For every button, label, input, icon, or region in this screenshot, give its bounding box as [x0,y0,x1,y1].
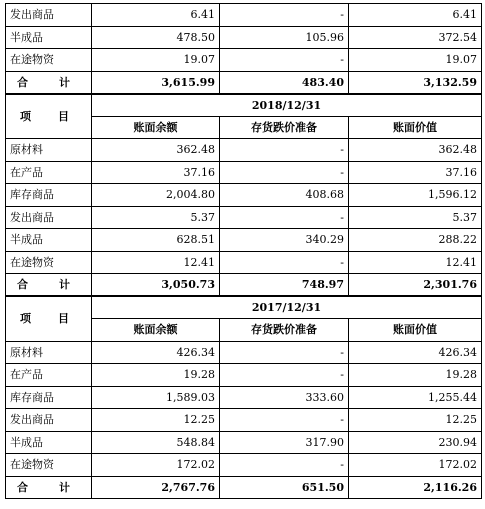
table-row [6,454,482,477]
table-row [6,431,482,454]
row-provision: - [220,364,349,387]
table-row [6,184,482,207]
row-provision: - [220,161,349,184]
row-balance: 172.02 [92,454,220,477]
col-value-header: 账面价值 [349,319,482,342]
row-provision: 333.60 [220,386,349,409]
row-balance: 426.34 [92,341,220,364]
col-balance-header: 账面余额 [92,319,220,342]
row-name: 在途物资 [6,49,92,72]
row-value: 1,596.12 [349,184,482,207]
row-value: 19.07 [349,49,482,72]
row-value: 172.02 [349,454,482,477]
row-balance: 19.07 [92,49,220,72]
row-value: 426.34 [349,341,482,364]
row-value: 1,255.44 [349,386,482,409]
row-value: 230.94 [349,431,482,454]
row-balance: 1,589.03 [92,386,220,409]
row-balance: 548.84 [92,431,220,454]
total-provision: 748.97 [220,274,349,297]
total-value: 2,301.76 [349,274,482,297]
row-name: 发出商品 [6,4,92,27]
date-header: 2017/12/31 [92,296,482,319]
row-name: 库存商品 [6,184,92,207]
table-row [6,386,482,409]
item-header: 项 目 [6,296,92,341]
row-balance: 478.50 [92,26,220,49]
row-name: 发出商品 [6,409,92,432]
row-balance: 6.41 [92,4,220,27]
col-balance-header: 账面余额 [92,116,220,139]
date-header: 2018/12/31 [92,94,482,117]
row-provision: 317.90 [220,431,349,454]
total-row [6,274,482,297]
row-provision: - [220,206,349,229]
row-name: 在产品 [6,364,92,387]
row-provision: - [220,251,349,274]
section-header-row [6,94,482,117]
row-value: 19.28 [349,364,482,387]
row-provision: - [220,409,349,432]
total-value: 3,132.59 [349,71,482,94]
row-value: 6.41 [349,4,482,27]
row-name: 在产品 [6,161,92,184]
row-provision: - [220,341,349,364]
table-row [6,341,482,364]
row-provision: 408.68 [220,184,349,207]
row-balance: 2,004.80 [92,184,220,207]
col-provision-header: 存货跌价准备 [220,319,349,342]
row-balance: 37.16 [92,161,220,184]
row-balance: 12.25 [92,409,220,432]
row-value: 372.54 [349,26,482,49]
row-value: 12.25 [349,409,482,432]
row-value: 5.37 [349,206,482,229]
inventory-table [5,3,482,499]
row-name: 原材料 [6,341,92,364]
row-name: 在途物资 [6,251,92,274]
col-provision-header: 存货跌价准备 [220,116,349,139]
row-balance: 362.48 [92,139,220,162]
row-provision: 105.96 [220,26,349,49]
table-row [6,4,482,27]
row-name: 在途物资 [6,454,92,477]
table-row [6,364,482,387]
table-row [6,161,482,184]
table-row [6,49,482,72]
total-label: 合 计 [6,71,92,94]
table-row [6,229,482,252]
table-row [6,206,482,229]
row-balance: 5.37 [92,206,220,229]
total-balance: 3,615.99 [92,71,220,94]
table-row [6,139,482,162]
total-row [6,71,482,94]
row-balance: 12.41 [92,251,220,274]
row-provision: - [220,4,349,27]
total-balance: 2,767.76 [92,476,220,499]
row-name: 发出商品 [6,206,92,229]
table-row [6,409,482,432]
total-row [6,476,482,499]
row-provision: 340.29 [220,229,349,252]
row-value: 288.22 [349,229,482,252]
row-provision: - [220,49,349,72]
row-name: 原材料 [6,139,92,162]
row-name: 半成品 [6,431,92,454]
row-provision: - [220,454,349,477]
total-label: 合 计 [6,476,92,499]
row-provision: - [220,139,349,162]
total-provision: 483.40 [220,71,349,94]
row-name: 半成品 [6,229,92,252]
row-value: 12.41 [349,251,482,274]
section-header-row [6,296,482,319]
row-value: 37.16 [349,161,482,184]
table-row [6,251,482,274]
item-header: 项 目 [6,94,92,139]
total-label: 合 计 [6,274,92,297]
total-value: 2,116.26 [349,476,482,499]
table-row [6,26,482,49]
total-balance: 3,050.73 [92,274,220,297]
col-value-header: 账面价值 [349,116,482,139]
row-name: 半成品 [6,26,92,49]
row-name: 库存商品 [6,386,92,409]
total-provision: 651.50 [220,476,349,499]
row-balance: 19.28 [92,364,220,387]
row-value: 362.48 [349,139,482,162]
row-balance: 628.51 [92,229,220,252]
